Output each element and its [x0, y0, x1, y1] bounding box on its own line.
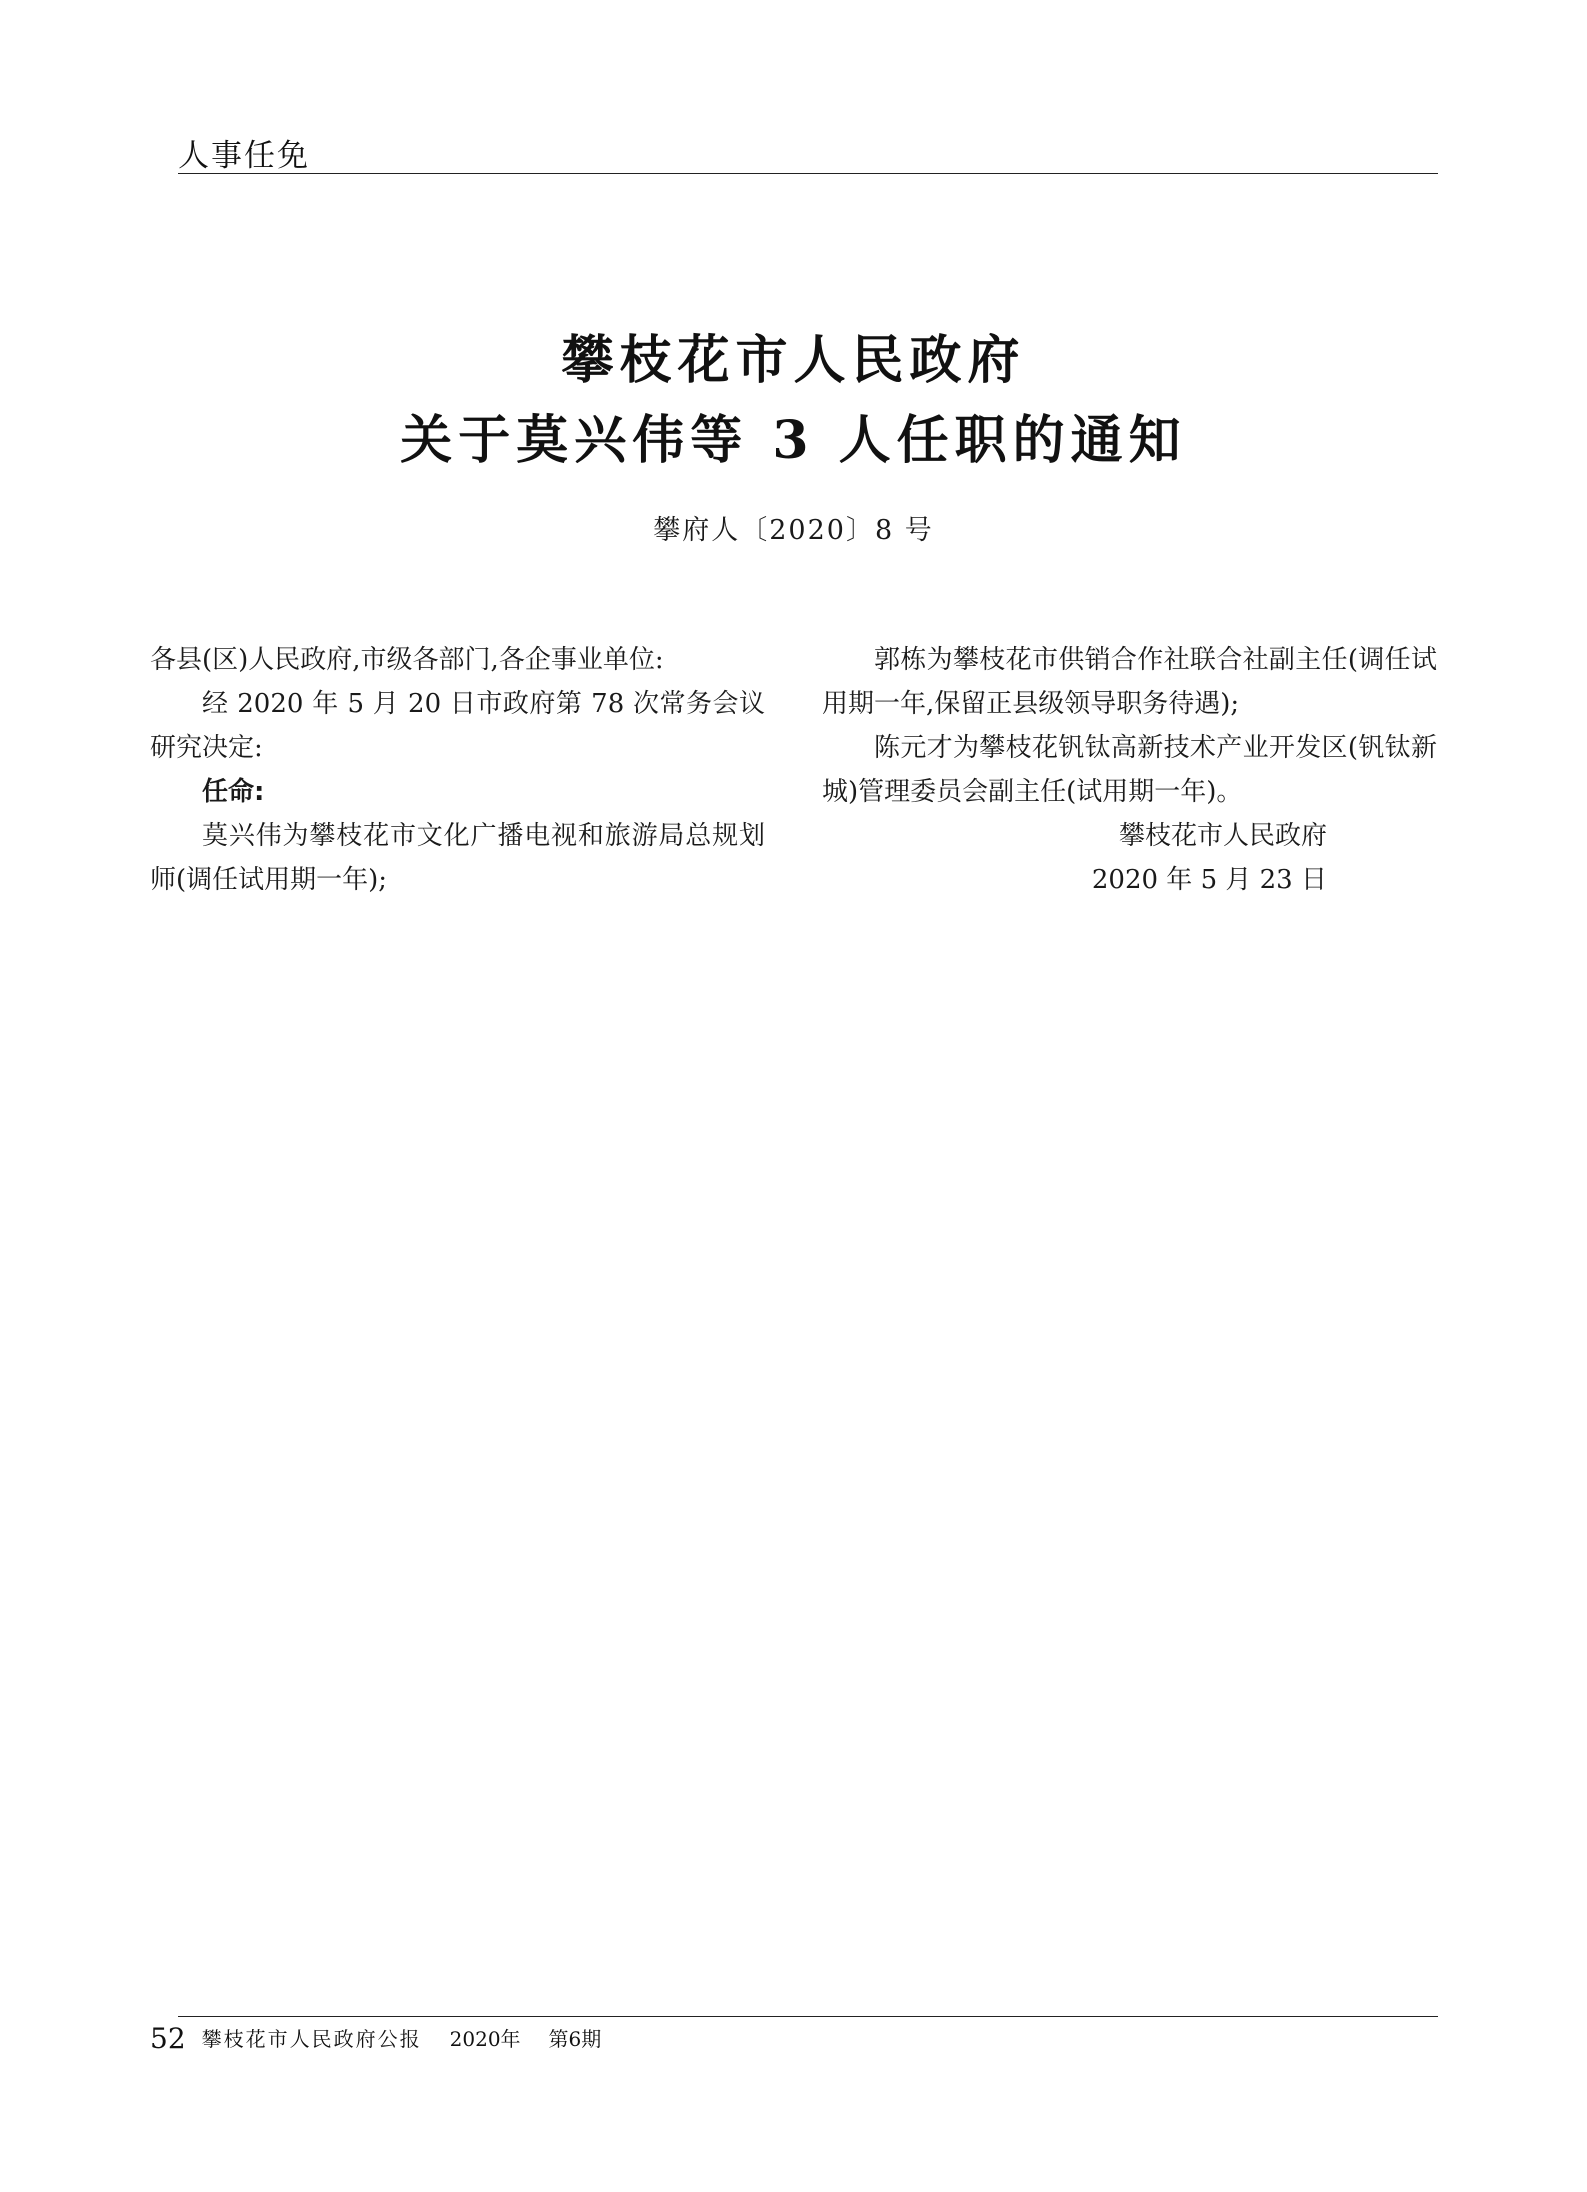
document-number: 攀府人〔2020〕8 号: [653, 515, 934, 546]
publication-name: 攀枝花市人民政府公报: [201, 2027, 422, 2051]
appointment-item-3: 陈元才为攀枝花钒钛高新技术产业开发区(钒钛新城)管理委员会副主任(试用期一年)。: [822, 733, 1437, 807]
page-number: 52: [150, 2022, 186, 2055]
document-title-line1: 攀枝花市人民政府: [561, 330, 1026, 391]
addressee: 各县(区)人民政府,市级各部门,各企事业单位:: [150, 645, 664, 675]
appointment-item-1: 莫兴伟为攀枝花市文化广播电视和旅游局总规划师(调任试用期一年);: [150, 821, 765, 895]
appointment-label: 任命:: [202, 777, 265, 807]
appointment-item-2: 郭栋为攀枝花市供销合作社联合社副主任(调任试用期一年,保留正县级领导职务待遇);: [822, 645, 1437, 719]
publication-issue: 第6期: [548, 2027, 602, 2051]
page-footer: [150, 2022, 601, 2055]
signature-date: 2020 年 5 月 23 日: [1091, 865, 1327, 895]
left-column: [150, 638, 765, 902]
right-column: [822, 638, 1437, 902]
publication-year: 2020年: [449, 2027, 521, 2051]
document-title-line2: 关于莫兴伟等 3 人任职的通知: [400, 410, 1187, 471]
intro-paragraph: 经 2020 年 5 月 20 日市政府第 78 次常务会议研究决定:: [150, 689, 765, 763]
signature-organization: 攀枝花市人民政府: [1118, 821, 1327, 851]
header-divider: [178, 173, 1438, 174]
footer-divider: [178, 2016, 1438, 2017]
section-header: 人事任免: [178, 138, 310, 174]
